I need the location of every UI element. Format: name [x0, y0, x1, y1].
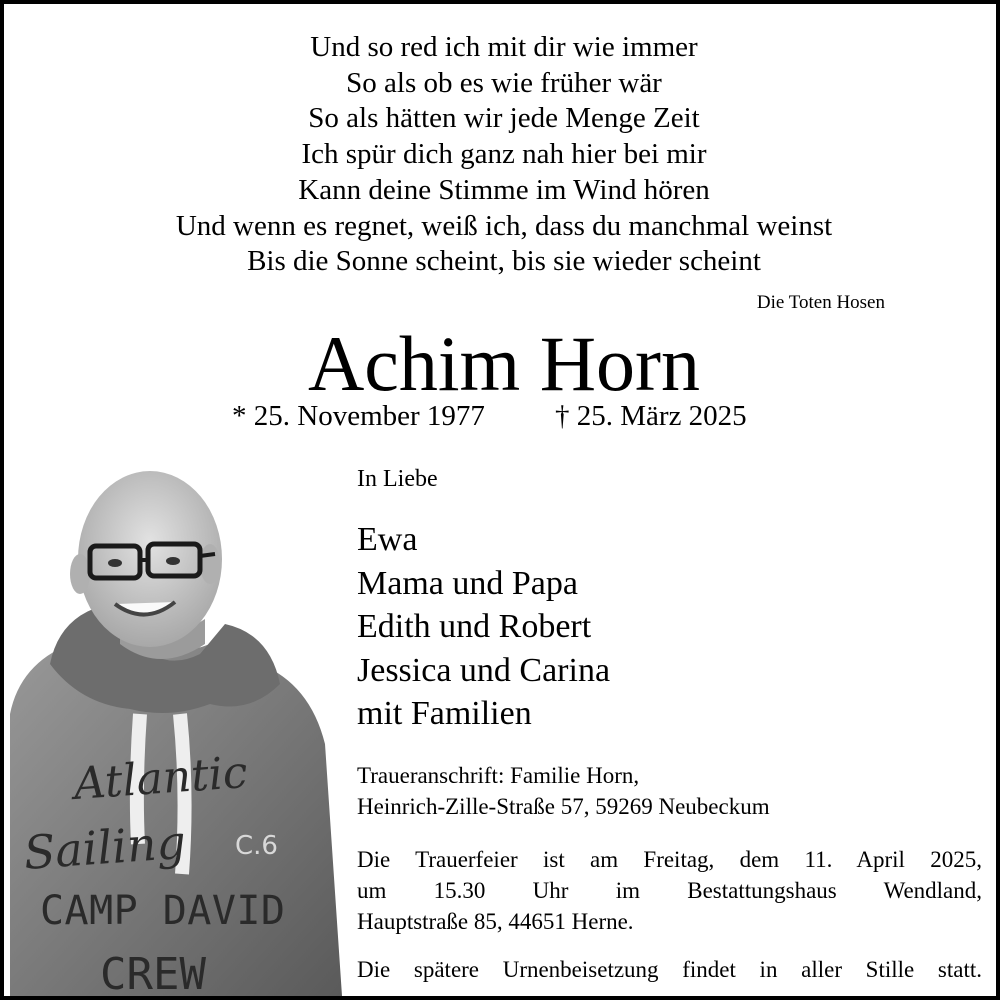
mourner-entry: Ewa	[357, 521, 418, 558]
urn-burial-note: Die spätere Urnenbeisetzung findet in aller Stille statt.	[357, 957, 982, 982]
mourning-address	[357, 760, 770, 822]
in-liebe-label: In Liebe	[357, 466, 438, 492]
birth-date: * 25. November 1977	[232, 400, 485, 432]
poem-line: Und so red ich mit dir wie immer	[310, 31, 698, 63]
poem-line: So als ob es wie früher wär	[346, 66, 662, 99]
address-line: Heinrich-Zille-Straße 57, 59269 Neubeckum	[357, 794, 770, 819]
shirt-print-sailing: Sailing	[22, 814, 188, 880]
poem-line: Ich spür dich ganz nah hier bei mir	[301, 138, 707, 171]
ceremony-line: Die Trauerfeier ist am Freitag, dem 11. April 2025,	[357, 847, 982, 872]
shirt-print-number: C.6	[235, 831, 278, 861]
ceremony-line: um 15.30 Uhr im Bestattungshaus Wendland,	[357, 878, 982, 903]
mourner-entry: Jessica und Carina	[357, 651, 611, 689]
mourner-entry: Mama und Papa	[357, 564, 578, 602]
poem-line: Und wenn es regnet, weiß ich, dass du manchmal weinst	[175, 209, 833, 242]
mourner-entry: Edith und Robert	[357, 608, 592, 645]
poem	[44, 30, 964, 280]
poem-line: Bis die Sonne scheint, bis sie wieder scheint	[247, 245, 761, 278]
mourners-list	[357, 518, 610, 736]
portrait-photo	[10, 464, 342, 996]
ceremony-line: Hauptstraße 85, 44651 Herne.	[357, 909, 634, 934]
death-date: † 25. März 2025	[555, 400, 747, 432]
deceased-name: Achim Horn	[307, 320, 701, 407]
poem-line: Kann deine Stimme im Wind hören	[298, 173, 710, 206]
shirt-print-atlantic: Atlantic	[72, 746, 250, 810]
poem-line: So als hätten wir jede Menge Zeit	[308, 102, 700, 135]
address-line: Traueranschrift: Familie Horn,	[357, 763, 640, 788]
shirt-print-brand: CAMP DAVID	[40, 888, 285, 934]
shirt-print-crew: CREW	[100, 949, 206, 996]
poem-attribution: Die Toten Hosen	[756, 292, 885, 313]
funeral-ceremony-info	[357, 844, 982, 937]
mourner-entry: mit Familien	[357, 695, 532, 732]
